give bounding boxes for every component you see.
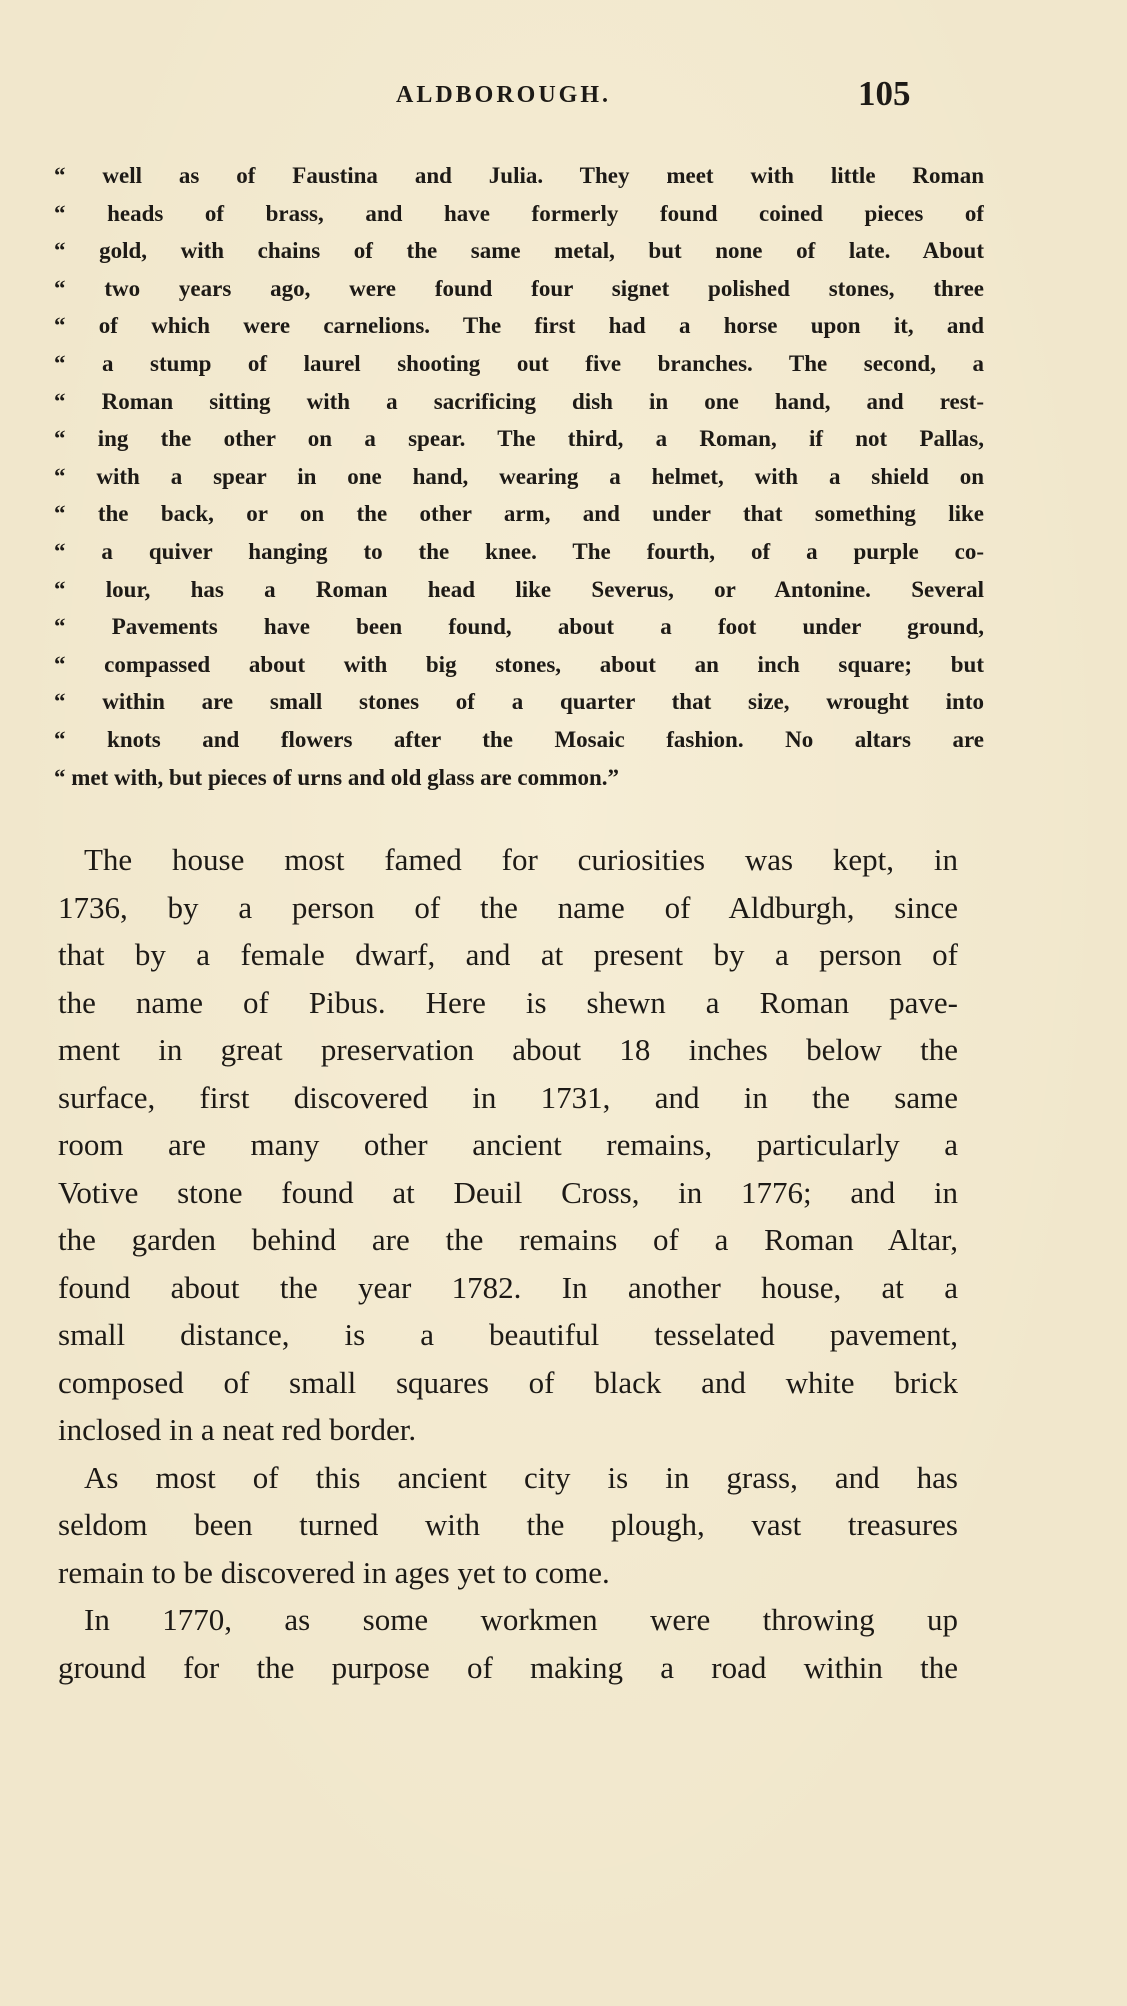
quote-line: “ Pavements have been found, about a foot under ground,	[54, 614, 984, 640]
quote-line: “ two years ago, were found four signet polished stones, three	[54, 275, 984, 301]
quote-line: “ lour, has a Roman head like Severus, or Antonine. Several	[54, 576, 984, 602]
paragraph-line: Votive stone found at Deuil Cross, in 1776; and in	[58, 1174, 958, 1210]
paragraph	[58, 836, 958, 1454]
quote-line: “ compassed about with big stones, about an inch square; but	[54, 651, 984, 677]
quote-line: “ a stump of laurel shooting out five branches. The second, a	[54, 350, 984, 376]
paragraph-line: the name of Pibus. Here is shewn a Roman pave-	[58, 984, 958, 1020]
quote-line: “ ing the other on a spear. The third, a Roman, if not Pallas,	[54, 426, 984, 452]
quote-line: “ with a spear in one hand, wearing a helmet, with a shield on	[54, 463, 984, 489]
paragraph-line: As most of this ancient city is in grass, and has	[84, 1459, 958, 1495]
quoted-passage	[54, 157, 984, 796]
paragraph-line: seldom been turned with the plough, vast treasures	[58, 1507, 958, 1542]
quote-line: “ knots and flowers after the Mosaic fashion. No altars are	[54, 726, 984, 752]
paragraph-line: inclosed in a neat red border.	[58, 1412, 417, 1447]
paragraph	[58, 1596, 958, 1691]
quote-line: “ well as of Faustina and Julia. They meet with little Roman	[54, 163, 984, 188]
paragraph-line: ment in great preservation about 18 inches below the	[58, 1032, 958, 1067]
body-text	[58, 836, 958, 1691]
quote-line: “ heads of brass, and have formerly found coined pieces of	[54, 200, 984, 226]
paragraph-line: the garden behind are the remains of a Roman Altar,	[58, 1222, 958, 1257]
paragraph-line: 1736, by a person of the name of Aldburgh, since	[58, 889, 958, 925]
paragraph-line: surface, first discovered in 1731, and in the same	[58, 1079, 958, 1115]
paragraph-line: found about the year 1782. In another house, at a	[58, 1269, 958, 1305]
quote-line: “ met with, but pieces of urns and old glass are common.”	[54, 764, 620, 790]
paragraph-line: room are many other ancient remains, particularly a	[58, 1127, 958, 1162]
running-title: ALDBOROUGH.	[396, 82, 612, 108]
quote-line: “ the back, or on the other arm, and under that something like	[54, 501, 984, 527]
quote-line: “ of which were carnelions. The first had a horse upon it, and	[54, 313, 984, 339]
quote-line: “ a quiver hanging to the knee. The fourth, of a purple co-	[54, 538, 984, 564]
page-number: 105	[858, 74, 911, 113]
paragraph-line: ground for the purpose of making a road within the	[58, 1649, 958, 1685]
quote-line: “ within are small stones of a quarter that size, wrought into	[54, 689, 984, 715]
paragraph	[58, 1454, 958, 1597]
paragraph-line: composed of small squares of black and white brick	[58, 1364, 958, 1400]
paragraph-line: small distance, is a beautiful tesselated pavement,	[58, 1317, 958, 1352]
paragraph-line: The house most famed for curiosities was kept, in	[84, 842, 958, 877]
quote-line: “ gold, with chains of the same metal, but none of late. About	[54, 238, 984, 264]
paragraph-line: remain to be discovered in ages yet to come.	[58, 1554, 610, 1590]
paragraph-line: that by a female dwarf, and at present by a person of	[58, 937, 958, 972]
quote-line: “ Roman sitting with a sacrificing dish in one hand, and rest-	[54, 388, 984, 414]
paragraph-line: In 1770, as some workmen were throwing up	[84, 1602, 958, 1637]
running-head	[0, 72, 1127, 116]
